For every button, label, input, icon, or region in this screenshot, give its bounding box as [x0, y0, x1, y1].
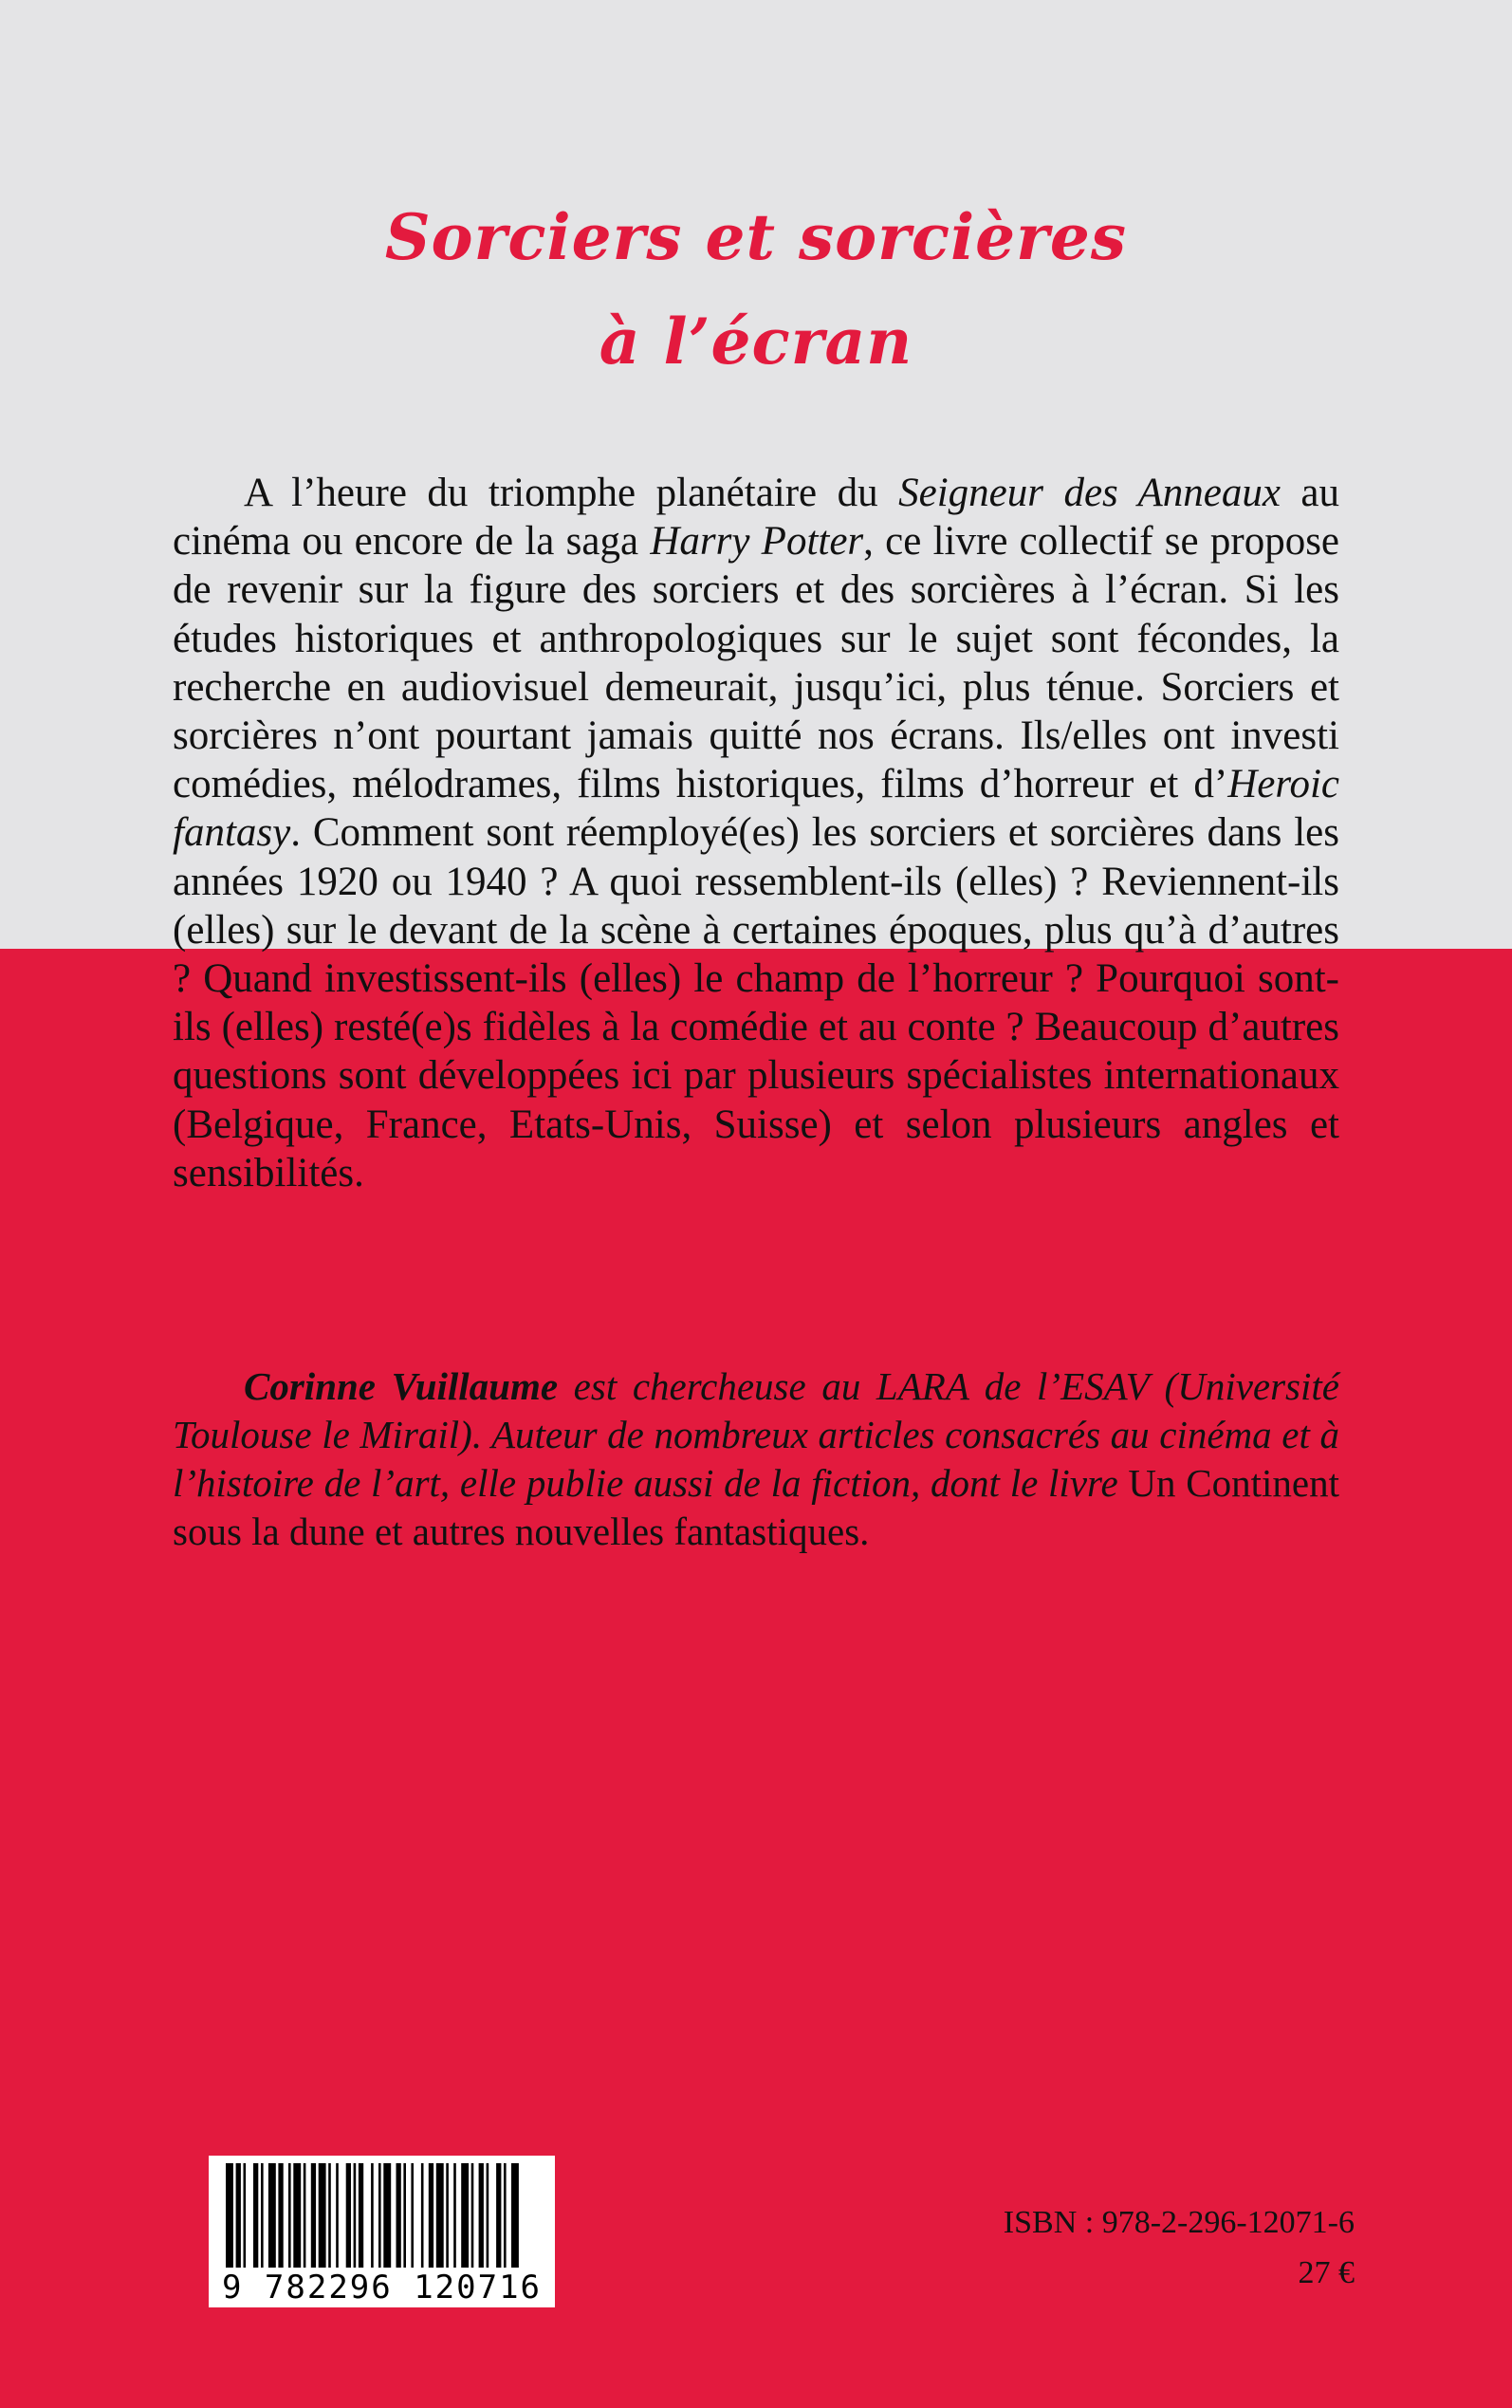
- blurb-text-3: , ce livre collectif se propose de revenir sur la figure des sorciers et des sorcières à l’écran. Si les études historiques et anthropologiques sur le sujet sont fécondes, la recherche en audiovisuel demeurait, jusqu’ici, plus ténue. Sorciers et sorcières n’ont pourtant jamais quitté nos écrans. Ils/elles ont investi comédies, mélodrames, films historiques, films d’horreur et d’: [173, 519, 1340, 807]
- barcode-bar: [421, 2163, 424, 2269]
- barcode-bar: [336, 2163, 339, 2269]
- barcode: [209, 2156, 555, 2307]
- barcode-bar: [496, 2163, 501, 2269]
- barcode-bar: [226, 2163, 233, 2269]
- book-title: [0, 185, 1512, 394]
- barcode-bar: [236, 2163, 241, 2269]
- barcode-bar: [328, 2163, 331, 2269]
- barcode-bar: [461, 2163, 469, 2269]
- title-line-1: Sorciers et sorcières: [384, 200, 1128, 274]
- barcode-bar: [378, 2163, 381, 2269]
- barcode-bar: [354, 2163, 357, 2269]
- barcode-bar: [244, 2163, 247, 2269]
- barcode-bar: [429, 2163, 433, 2269]
- price: 27 €: [1298, 2255, 1355, 2290]
- barcode-bar: [453, 2163, 456, 2269]
- barcode-bar: [293, 2163, 301, 2269]
- barcode-bar: [288, 2163, 291, 2269]
- barcode-bar: [471, 2163, 474, 2269]
- author-bio-text: est chercheuse au LARA de l’ESAV (Université Toulouse le Mirail). Auteur de nombreux articles consacrés au cinéma et à l’histoire de l’art, elle publie aussi de la fiction, dont le livre: [173, 1364, 1339, 1505]
- blurb-text-1: A l’heure du triomphe planétaire du: [244, 471, 899, 515]
- barcode-bar: [511, 2163, 519, 2269]
- barcode-bar: [346, 2163, 351, 2269]
- blurb-italic-1: Seigneur des Anneaux: [898, 471, 1281, 515]
- barcode-bar: [261, 2163, 264, 2269]
- barcode-bar: [446, 2163, 449, 2269]
- barcode-digits: 9 782296 120716: [209, 2268, 555, 2307]
- blurb-italic-2: Harry Potter: [650, 519, 864, 565]
- blurb-italic-3: Heroic fantasy: [173, 762, 1339, 856]
- barcode-bar: [487, 2163, 489, 2269]
- barcode-bar: [396, 2163, 401, 2269]
- barcode-bar: [383, 2163, 391, 2269]
- title-line-2: à l’écran: [599, 305, 913, 379]
- barcode-bar: [411, 2163, 414, 2269]
- author-bio: [173, 1362, 1339, 1556]
- barcode-bar: [479, 2163, 484, 2269]
- author-name: Corinne Vuillaume: [244, 1364, 559, 1408]
- barcode-bar: [278, 2163, 283, 2269]
- barcode-bar: [268, 2163, 276, 2269]
- barcode-bar: [253, 2163, 258, 2269]
- blurb-text-2: au cinéma ou encore de la saga: [173, 471, 1339, 565]
- isbn: ISBN : 978-2-296-12071-6: [1003, 2205, 1355, 2240]
- barcode-bar: [403, 2163, 406, 2269]
- blurb-text-4: . Comment sont réemployé(es) les sorciers et sorcières dans les années 1920 ou 1940 ? A quoi ressemblent-ils (elles) ? Reviennent-ils (elles) sur le devant de la scène à certaines époques, plus qu’à d’autres ? Quand investissent-ils (elles) le champ de l’horreur ? Pourquoi sont-ils (elles) resté(e)s fidèles à la comédie et au conte ? Beaucoup d’autres questions sont développées ici par plusieurs spécialistes internationaux (Belgique, France, Etats-Unis, Suisse) et selon plusieurs angles et sensibilités.: [173, 810, 1339, 1195]
- barcode-bar: [304, 2163, 306, 2269]
- back-cover-blurb: [173, 469, 1339, 1197]
- barcode-bar: [311, 2163, 316, 2269]
- barcode-bar: [371, 2163, 374, 2269]
- barcode-bar: [359, 2163, 363, 2269]
- barcode-bar: [319, 2163, 326, 2269]
- barcode-bar: [436, 2163, 444, 2269]
- barcode-bar: [504, 2163, 507, 2269]
- author-book-title: Un Continent sous la dune et autres nouvelles fantastiques.: [173, 1461, 1340, 1553]
